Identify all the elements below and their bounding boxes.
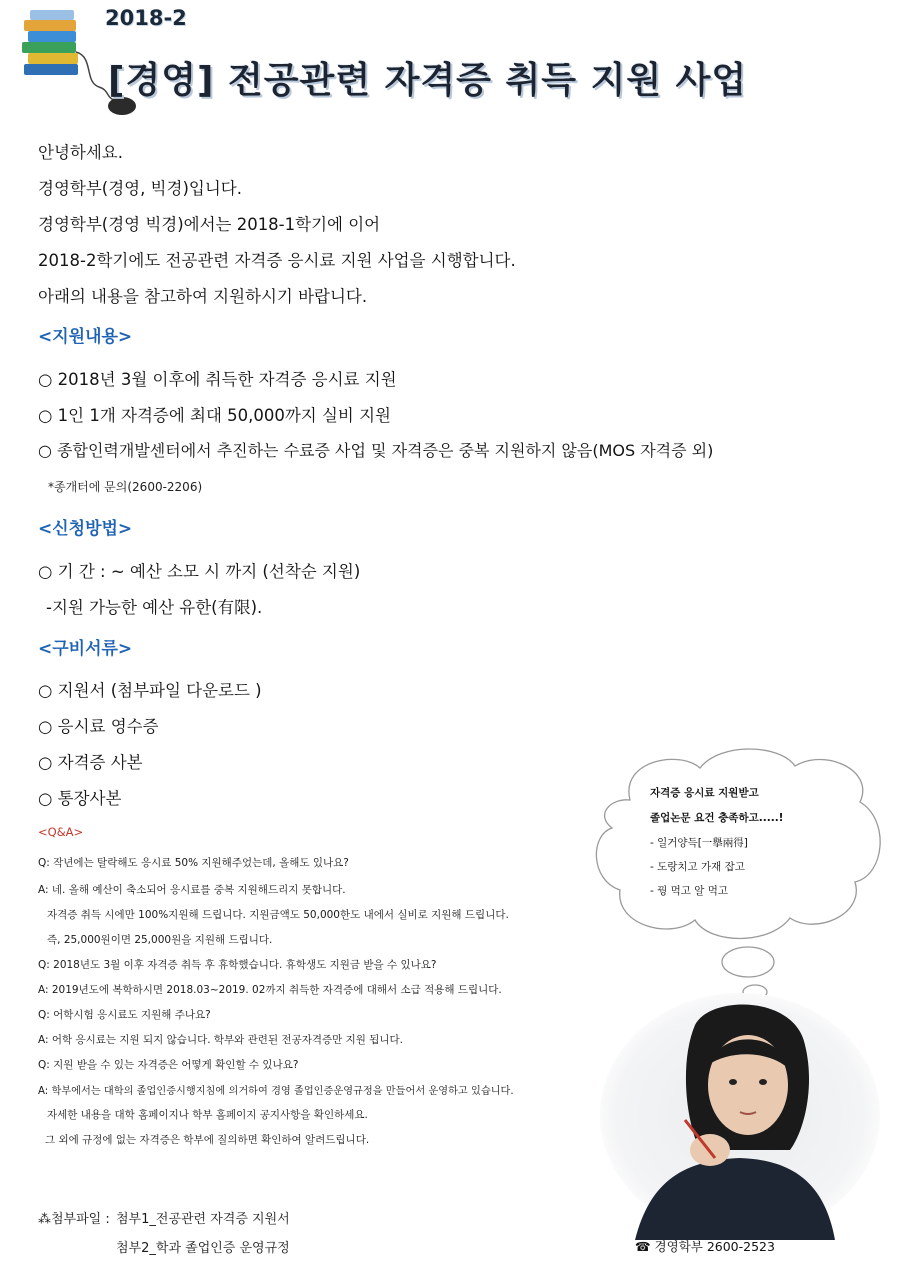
qa-line: A: 어학 응시료는 지원 되지 않습니다. 학부와 관련된 전공자격증만 지원 됩니다.	[38, 1034, 404, 1046]
qa-line: 자격증 취득 시에만 100%지원해 드립니다. 지원금액도 50,000한도 내에서 실비로 지원해 드립니다.	[47, 909, 509, 921]
attachment-label: ⁂첨부파일 :	[38, 1212, 110, 1227]
book-icon	[24, 20, 76, 31]
apply-item: ○ 기 간 : ~ 예산 소모 시 까지 (선착순 지원)	[38, 562, 361, 581]
thought-line: 자격증 응시료 지원받고	[650, 787, 759, 799]
support-item: ○ 1인 1개 자격증에 최대 50,000까지 실비 지원	[38, 406, 391, 425]
document-item: ○ 지원서 (첨부파일 다운로드 )	[38, 681, 262, 700]
intro-line: 경영학부(경영 빅경)에서는 2018-1학기에 이어	[38, 215, 381, 234]
book-icon	[22, 42, 76, 53]
qa-line: Q: 2018년도 3월 이후 자격증 취득 후 휴학했습니다. 휴학생도 지원금 받을 수 있나요?	[38, 959, 437, 971]
page-title: [경영] 전공관련 자격증 취득 지원 사업	[108, 60, 748, 101]
qa-line: 그 외에 규정에 없는 자격증은 학부에 질의하면 확인하여 알려드립니다.	[45, 1134, 370, 1146]
qa-line: 즉, 25,000원이면 25,000원을 지원해 드립니다.	[47, 934, 273, 946]
qa-line: A: 학부에서는 대학의 졸업인증시행지침에 의거하여 경영 졸업인증운영규정을 만들어서 운영하고 있습니다.	[38, 1086, 514, 1097]
qa-line: A: 2019년도에 복학하시면 2018.03~2019. 02까지 취득한 자격증에 대해서 소급 적용해 드립니다.	[38, 984, 502, 996]
qa-heading: <Q&A>	[38, 825, 84, 839]
contact-phone: ☎ 경영학부 2600-2523	[635, 1239, 775, 1254]
book-icon	[28, 31, 76, 42]
qa-line: 자세한 내용을 대학 홈페이지나 학부 홈페이지 공지사항을 확인하세요.	[47, 1109, 368, 1121]
attachment-file1[interactable]: 첨부1_전공관련 자격증 지원서	[116, 1212, 290, 1227]
book-icon	[24, 64, 78, 75]
support-item: ○ 종합인력개발센터에서 추진하는 수료증 사업 및 자격증은 중복 지원하지 않음(MOS 자격증 외)	[38, 441, 714, 460]
support-item: ○ 2018년 3월 이후에 취득한 자격증 응시료 지원	[38, 370, 397, 389]
document-item: ○ 응시료 영수증	[38, 717, 159, 736]
thought-line: 졸업논문 요건 충족하고.....!	[650, 812, 784, 824]
document-item: ○ 통장사본	[38, 789, 122, 808]
book-icon	[30, 10, 74, 20]
intro-line: 2018-2학기에도 전공관련 자격증 응시료 지원 사업을 시행합니다.	[38, 251, 516, 270]
qa-line: A: 네. 올해 예산이 축소되어 응시료를 중복 지원해드리지 못합니다.	[38, 884, 346, 896]
qa-line: Q: 지원 받을 수 있는 자격증은 어떻게 확인할 수 있나요?	[38, 1059, 299, 1071]
attachment-file2[interactable]: 첨부2_학과 졸업인증 운영규정	[116, 1241, 290, 1256]
section-heading-support: <지원내용>	[38, 327, 133, 347]
thought-line: - 꿩 먹고 알 먹고	[650, 885, 728, 897]
intro-line: 안녕하세요.	[38, 143, 123, 162]
document-item: ○ 자격증 사본	[38, 753, 143, 772]
intro-line: 아래의 내용을 참고하여 지원하시기 바랍니다.	[38, 287, 368, 306]
thought-line: - 도랑치고 가재 잡고	[650, 861, 745, 873]
section-heading-apply: <신청방법>	[38, 519, 133, 539]
thought-line: - 일거양득[一擧兩得]	[650, 837, 748, 849]
qa-line: Q: 작년에는 탈락해도 응시료 50% 지원해주었는데, 올해도 있나요?	[38, 857, 349, 869]
support-note: *종개터에 문의(2600-2206)	[48, 480, 203, 494]
intro-line: 경영학부(경영, 빅경)입니다.	[38, 179, 242, 198]
apply-item: -지원 가능한 예산 유한(有限).	[46, 598, 263, 617]
book-icon	[28, 53, 78, 64]
semester-label: 2018-2	[105, 6, 187, 30]
qa-line: Q: 어학시험 응시료도 지원해 주나요?	[38, 1009, 211, 1021]
person-photo	[590, 990, 890, 1240]
section-heading-documents: <구비서류>	[38, 639, 133, 659]
